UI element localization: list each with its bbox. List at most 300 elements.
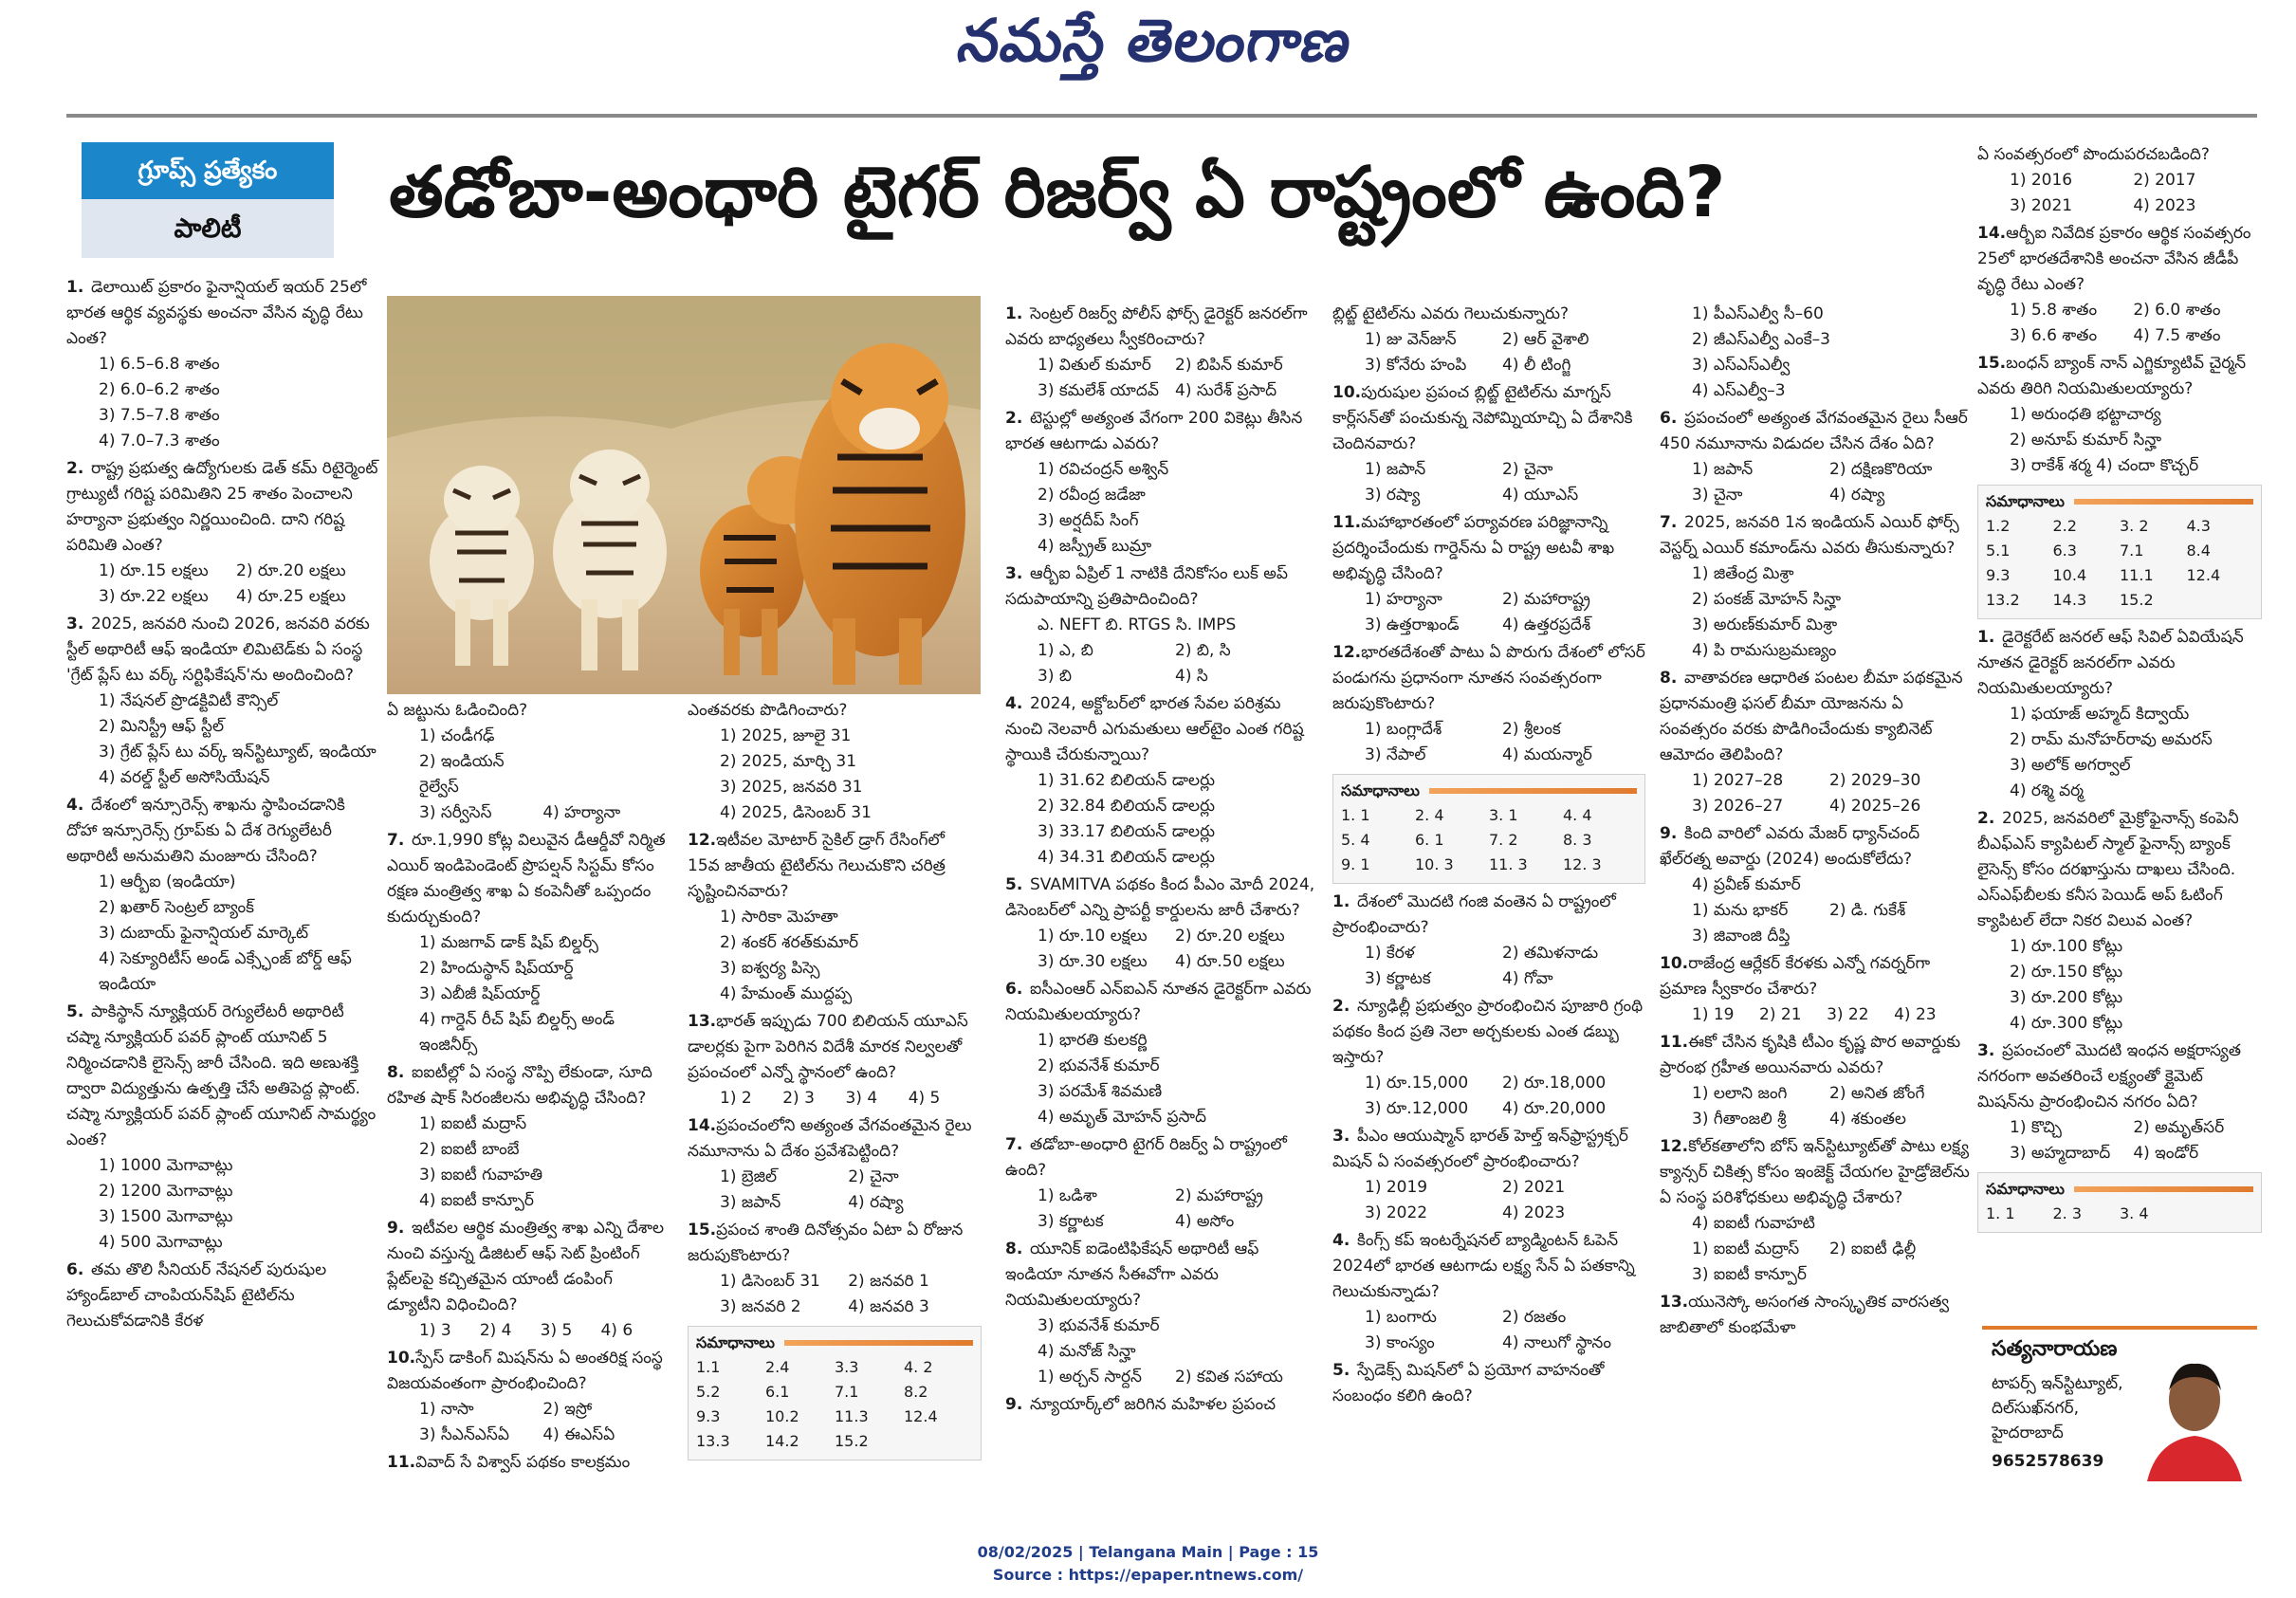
question xyxy=(66,612,379,791)
question xyxy=(688,1009,982,1111)
answers-grid xyxy=(1986,1202,2253,1226)
answer: 12.4 xyxy=(904,1407,938,1425)
option: 2) ఐఐటీ ఢిల్లీ xyxy=(1829,1240,1917,1258)
question-text xyxy=(66,456,379,559)
answer: 3. 4 xyxy=(2120,1204,2149,1222)
option: 3) కర్ణాటక xyxy=(1038,1212,1104,1231)
answer xyxy=(2187,588,2254,613)
question-stem: భారతదేశంతో పాటు ఏ పొరుగు దేశంలో లోసర్ పండుగను ప్రధానంగా నూతన సంవత్సరంగా జరుపుకొంటారు? xyxy=(1332,643,1645,713)
option: 1) 3 xyxy=(419,1321,451,1340)
answer: 10. 3 xyxy=(1415,855,1454,873)
footer-date-line: 08/02/2025 | Telangana Main | Page : 15 xyxy=(977,1543,1319,1561)
question-number: 3. xyxy=(66,615,84,634)
option: 3) జివాంజి దీప్తి xyxy=(1692,927,1791,946)
option: 1) కేరళ xyxy=(1365,944,1415,963)
question-number: 13. xyxy=(688,1012,717,1031)
option: 2) రూ.20 లక్షలు xyxy=(1175,927,1285,946)
option: 1) మజగావ్ డాక్ షిప్ బిల్డర్స్ xyxy=(419,933,598,952)
option: 3) సర్వీసెస్ xyxy=(419,803,492,822)
option: 1) 1000 మెగావాట్లు xyxy=(99,1156,233,1175)
question-text xyxy=(1660,406,1973,457)
question-stem: యూనిక్ ఐడెంటిఫికేషన్ అథారిటీ ఆఫ్ ఇండియా నూతన సీఈవోగా ఎవరు నియమితులయ్యారు? xyxy=(1005,1240,1259,1310)
question-number: 11. xyxy=(1332,513,1362,532)
options xyxy=(387,1397,671,1448)
answer: 14.3 xyxy=(2052,591,2087,609)
option: 4) శకుంతల xyxy=(1829,1110,1906,1129)
option: 1) 2016 xyxy=(2010,171,2073,190)
question-text xyxy=(66,612,379,689)
option: 2) రవీంద్ర జడేజా xyxy=(1038,486,1146,505)
answer: 3. 2 xyxy=(2120,517,2149,535)
option: 4) రూ.50 లక్షలు xyxy=(1175,952,1285,971)
question xyxy=(1332,1124,1645,1226)
options xyxy=(1332,457,1645,508)
option: 2) జనవరి 1 xyxy=(848,1272,929,1291)
question-text xyxy=(66,275,379,352)
options xyxy=(1977,168,2262,219)
option: 4) వరల్డ్ స్టీల్ అసోసియేషన్ xyxy=(99,768,270,787)
option: 2) ఖతార్ సెంట్రల్ బ్యాంక్ xyxy=(99,898,255,917)
question-stem: ఈకో చేసిన కృషికి టీఎం కృష్ణ పొర అవార్డుకు ప్రారంభ గ్రహీత అయినవారు ఎవరు? xyxy=(1660,1033,1961,1077)
question xyxy=(1660,951,1973,1028)
question-text xyxy=(1660,666,1973,768)
question-stem: ఎంతవరకు పొడిగించారు? xyxy=(688,701,848,720)
question-stem: భారత్ ఇప్పుడు 700 బిలియన్ యూఎస్ డాలర్లకు పైగా పెరిగిన విదేశీ మారక నిల్వలతో ప్రపంచంలో ఎన్నో స్థానంలో ఉంది? xyxy=(688,1012,968,1082)
answers-grid xyxy=(1986,514,2253,613)
options xyxy=(1977,934,2262,1037)
option: 4) మయన్మార్ xyxy=(1502,745,1592,764)
option: 4) 6 xyxy=(600,1321,634,1340)
question-number: 15. xyxy=(688,1221,717,1240)
question-number: 7. xyxy=(387,831,405,850)
option: 2) శ్రీలంక xyxy=(1502,720,1561,739)
option: 1) నాసా xyxy=(419,1400,474,1419)
options xyxy=(387,724,671,826)
question xyxy=(1332,380,1645,508)
questions-column-3 xyxy=(688,698,982,1466)
option: 3) 2022 xyxy=(1365,1203,1428,1222)
option: 3) దుబాయ్ ఫైనాన్షియల్ మార్కెట్ xyxy=(99,924,309,943)
question-number: 9. xyxy=(1660,824,1678,843)
answer: 7. 2 xyxy=(1489,831,1518,849)
answer: 2.4 xyxy=(765,1358,790,1376)
question xyxy=(688,1113,982,1216)
answer: 1.2 xyxy=(1986,517,2011,535)
option: 4) అసోం xyxy=(1175,1212,1235,1231)
option: 2) బిపిన్ కుమార్ xyxy=(1175,356,1283,375)
options xyxy=(66,870,379,998)
options xyxy=(1005,353,1318,404)
badge-top: గ్రూప్స్ ప్రత్యేకం xyxy=(82,142,334,199)
option: 2) అనిత జోంగే xyxy=(1829,1084,1925,1103)
answer: 4. 4 xyxy=(1563,806,1592,824)
answers-heading xyxy=(696,1331,973,1355)
question xyxy=(1332,510,1645,638)
question-number: 10. xyxy=(1332,383,1362,402)
options xyxy=(1332,1305,1645,1356)
option: 3) ఉత్తరాఖండ్ xyxy=(1365,615,1460,634)
question-number: 8. xyxy=(1660,669,1678,688)
option: 2) భువనేశ్ కుమార్ xyxy=(1038,1056,1160,1075)
question-number: 12. xyxy=(1332,643,1362,662)
question-text xyxy=(387,698,671,724)
question-stem: ప్రపంచంలోని అత్యంత వేగవంతమైన రైలు నమూనాను ఏ దేశం ప్రవేశపెట్టింది? xyxy=(688,1116,972,1161)
option: 2) ఆర్ వైశాలి xyxy=(1502,330,1589,349)
section-badge xyxy=(82,142,334,258)
answer: 1.1 xyxy=(696,1358,721,1376)
question xyxy=(1977,221,2262,349)
option: 3) 6.6 శాతం xyxy=(2010,326,2098,345)
options xyxy=(1332,941,1645,992)
options xyxy=(1332,327,1645,378)
author-city: హైదరాబాద్ xyxy=(1992,1424,2064,1442)
option: 3) 1500 మెగావాట్లు xyxy=(99,1207,233,1226)
option: 1) భారతి కులకర్ణి xyxy=(1038,1031,1148,1050)
question-stem: రాష్ట్ర ప్రభుత్వ ఉద్యోగులకు డెత్ కమ్ రిటైర్మెంట్ గ్రాట్యుటీ గరిష్ట పరిమితిని 25 శాతం పెంచాలని హర్యానా ప్రభుత్వం నిర్ణయించింది. దాని గరిష్ట పరిమితి ఎంత? xyxy=(66,459,378,555)
option: 2) రామ్ మనోహర్‌రావు అమరస్ xyxy=(2010,730,2213,749)
option: 3) ఐఐటీ కాన్పూర్ xyxy=(1692,1265,1807,1284)
answer: 1. 1 xyxy=(1341,806,1370,824)
option: 2) దక్షిణకొరియా xyxy=(1829,460,1933,479)
option: 2) మినిస్ట్రీ ఆఫ్ స్టీల్ xyxy=(99,717,225,736)
header-rule xyxy=(66,114,2257,118)
option: 2) 2029–30 xyxy=(1829,771,1921,790)
option: 1) ఐఐటీ మద్రాస్ xyxy=(419,1114,527,1133)
option: 4) లీ టింగ్జి xyxy=(1502,356,1571,375)
author-box xyxy=(1982,1326,2257,1483)
options xyxy=(1332,587,1645,638)
option: 4) 2023 xyxy=(2133,196,2196,215)
options xyxy=(688,905,982,1007)
question xyxy=(688,1218,982,1320)
option: 4) 5 xyxy=(908,1089,941,1108)
option: 1) బంగ్లాదేశ్ xyxy=(1365,720,1442,739)
question xyxy=(1005,1132,1318,1235)
option: 4) సి xyxy=(1175,667,1208,686)
question-text xyxy=(66,1258,379,1334)
question-stem: ఇటీవల మోటార్ సైకిల్ డ్రాగ్ రేసింగ్‌లో 15వ జాతీయ టైటిల్‌ను గెలుచుకొని చరిత్ర సృష్టించినవారు? xyxy=(688,831,946,901)
question-number: 1. xyxy=(1977,628,1995,647)
option: 2) రూ.20 లక్షలు xyxy=(236,561,346,580)
option: 3) ఎబీజీ షిప్‌యార్డ్ xyxy=(419,984,541,1003)
option: 3) రూ.22 లక్షలు xyxy=(99,587,209,606)
question xyxy=(1332,890,1645,992)
option: 4) మనోజ్ సిన్హా xyxy=(1038,1342,1136,1361)
author-photo xyxy=(2138,1341,2251,1481)
option: 4) జనవరి 3 xyxy=(848,1297,929,1316)
answer: 5.1 xyxy=(1986,542,2011,560)
option: 3) 2025, జనవరి 31 xyxy=(720,778,863,797)
question-text xyxy=(1660,510,1973,561)
option: 4) రూ.25 లక్షలు xyxy=(236,587,346,606)
option: 1) రూ.15,000 xyxy=(1365,1074,1469,1093)
question-text xyxy=(1005,977,1318,1028)
option: 2) 6.0 శాతం xyxy=(2133,301,2221,320)
question xyxy=(1660,821,1973,949)
answer xyxy=(2187,1202,2254,1226)
option: 4) హర్యానా xyxy=(542,803,621,822)
options xyxy=(1005,457,1318,560)
answers-title: సమాధానాలు xyxy=(1341,781,1420,799)
option: 1) మను భాకర్ xyxy=(1692,901,1789,920)
option: 1) డిసెంబర్ 31 xyxy=(720,1272,820,1291)
option: 4) యూఎస్ xyxy=(1502,486,1579,505)
question-stem: 2025, జనవరి 1న ఇండియన్ ఎయిర్ ఫోర్స్ వెస్టర్న్ ఎయిర్ కమాండ్‌ను ఎవరు తీసుకున్నారు? xyxy=(1660,513,1959,558)
options xyxy=(1332,717,1645,768)
answers-box xyxy=(688,1326,982,1460)
question-text xyxy=(1977,351,2262,402)
question-text xyxy=(66,1000,379,1153)
question-number: 6. xyxy=(66,1260,84,1279)
question-stem: పురుషుల ప్రపంచ బ్లిట్జ్ టైటిల్‌ను మాగ్నస్ కార్ల్‌సన్‌తో పంచుకున్న నెపోమ్నియాచ్చి ఏ దేశానికి చెందినవారు? xyxy=(1332,383,1633,453)
option: 3) ఐఐటీ గువాహతి xyxy=(419,1166,543,1185)
question-number: 7. xyxy=(1005,1135,1023,1154)
option: 2) పంకజ్ మోహన్ సిన్హా xyxy=(1692,590,1842,609)
option: 2) ఇస్రో xyxy=(542,1400,593,1419)
option: 3) నేపాల్ xyxy=(1365,745,1426,764)
option: 3) సీఎన్ఎస్ఏ xyxy=(419,1425,509,1444)
options xyxy=(1005,768,1318,871)
question-text xyxy=(1332,1228,1645,1305)
question xyxy=(66,1258,379,1334)
options xyxy=(688,1165,982,1216)
option: 1) 2019 xyxy=(1365,1178,1428,1197)
options xyxy=(66,689,379,791)
question-stem: తడోబా-అంధారి టైగర్ రిజర్వ్ ఏ రాష్ట్రంలో ఉంది? xyxy=(1005,1135,1287,1180)
option: 1) 6.5–6.8 శాతం xyxy=(99,355,220,374)
answers-box xyxy=(1977,1172,2262,1233)
answers-title: సమాధానాలు xyxy=(1986,1180,2065,1198)
question-number: 1. xyxy=(1332,892,1350,911)
option: ఎ. NEFT బి. RTGS సి. IMPS xyxy=(1038,615,1237,634)
option: 4) పి రామసుబ్రమణ్యం xyxy=(1692,641,1837,660)
question-number: 9. xyxy=(387,1219,405,1238)
answers-bar xyxy=(2074,1186,2253,1192)
question-number: 7. xyxy=(1660,513,1678,532)
question-number: 8. xyxy=(387,1063,405,1082)
question-number: 5. xyxy=(1332,1361,1350,1380)
option: 3) గ్రేట్ ప్లేస్ టు వర్క్ ఇన్‌స్టిట్యూట్, ఇండియా xyxy=(99,743,377,762)
options xyxy=(688,724,982,826)
question-stem: 2025, జనవరిలో మైక్రోఫైనాన్స్ కంపెనీ బీఎఫ్ఎస్ క్యాపిటల్ స్మాల్ ఫైనాన్స్ బ్యాంక్ లైసెన్స్ కోసం దరఖాస్తును దాఖలు చేసింది. ఎస్ఎఫ్‌బీలకు కనీస పెయిడ్ అప్ ఓటింగ్ క్యాపిటల్ లేదా నికర విలువ ఎంత? xyxy=(1977,809,2239,930)
options xyxy=(1660,872,1973,949)
option: 3) పరమేశ్ శివమణి xyxy=(1038,1082,1163,1101)
option: 1) జపాన్ xyxy=(1692,460,1754,479)
option: 4) జస్ప్రీత్ బుమ్రా xyxy=(1038,537,1152,556)
option: 1) జపాన్ xyxy=(1365,460,1426,479)
question-text xyxy=(1005,406,1318,457)
answers-heading xyxy=(1986,489,2253,514)
question xyxy=(1005,561,1318,689)
answer: 7.1 xyxy=(2120,542,2144,560)
question-stem: ఆర్బీఐ నివేదిక ప్రకారం ఆర్థిక సంవత్సరం 25లో భారతదేశానికి అంచనా వేసిన జీడీపీ వృద్ధి రేటు ఎంత? xyxy=(1977,224,2251,294)
author-name: సత్యనారాయణ xyxy=(1992,1337,2118,1361)
option: 3) 5 xyxy=(540,1321,573,1340)
option: 1) సారికా మెహతా xyxy=(720,908,838,927)
option: 2) 2017 xyxy=(2133,171,2196,190)
option: 3) 4 xyxy=(845,1089,878,1108)
question-stem: స్పేస్ డాకింగ్ మిషన్‌ను ఏ అంతరిక్ష సంస్థ విజయవంతంగా ప్రారంభించింది? xyxy=(387,1349,663,1393)
option: 2) జీఎస్ఎల్వీ ఎంకే–3 xyxy=(1692,330,1830,349)
question-text xyxy=(1977,142,2262,168)
answer: 8.4 xyxy=(2186,542,2211,560)
option: 1) 31.62 బిలియన్ డాలర్లు xyxy=(1038,771,1216,790)
question xyxy=(1005,302,1318,404)
answer: 5.2 xyxy=(696,1383,721,1401)
question-stem: బ్లిట్జ్ టైటిల్‌ను ఎవరు గెలుచుకున్నారు? xyxy=(1332,304,1569,323)
question-text xyxy=(688,1113,982,1165)
footer-source-line: Source : https://epaper.ntnews.com/ xyxy=(992,1566,1304,1584)
answer: 2. 3 xyxy=(2052,1204,2083,1222)
question xyxy=(1005,691,1318,871)
options xyxy=(1977,702,2262,804)
question-text xyxy=(1005,1237,1318,1313)
question-stem: వాతావరణ ఆధారిత పంటల బీమా పథకమైన ప్రధానమంత్రి ఫసల్ బీమా యోజనను ఏ సంవత్సరం వరకు పొడిగించేందుకు క్యాబినెట్ ఆమోదం తెలిపింది? xyxy=(1660,669,1963,764)
question-number: 4. xyxy=(66,796,84,815)
option: 1) అరుంధతి భట్టాచార్య xyxy=(2010,405,2161,424)
options xyxy=(1977,298,2262,349)
option: 1) పీఎస్ఎల్వీ సీ–60 xyxy=(1692,304,1824,323)
option: 2) మహారాష్ట్ర xyxy=(1175,1186,1263,1205)
option: 4) ఇండోర్ xyxy=(2133,1144,2199,1163)
option: 3) అరుణ్‌కుమార్ మిశ్రా xyxy=(1692,615,1838,634)
option: 4) రష్యా xyxy=(848,1193,904,1212)
question-text xyxy=(1005,1392,1318,1418)
answer: 13.3 xyxy=(696,1432,730,1450)
option: 3) కోనేరు హంపి xyxy=(1365,356,1467,375)
question-text xyxy=(688,1218,982,1269)
question-text xyxy=(1332,380,1645,457)
answer: 12.4 xyxy=(2186,566,2221,584)
answer: 3. 1 xyxy=(1489,806,1518,824)
option: 4) ఉత్తరప్రదేశ్ xyxy=(1502,615,1591,634)
question xyxy=(688,828,982,1007)
option: 3) అలోక్ అగర్వాల్ xyxy=(2010,756,2131,775)
answers-title: సమాధానాలు xyxy=(696,1333,775,1351)
question-stem: ప్రపంచంలో మొదటి ఇంధన అక్షరాస్యత నగరంగా అవతరించే లక్ష్యంతో క్లైమెట్ మిషన్‌ను ప్రారంభించిన నగరం ఏది? xyxy=(1977,1041,2241,1111)
question-text xyxy=(688,828,982,905)
question-text xyxy=(1332,302,1645,327)
option: 2) ఐఐటీ బాంబే xyxy=(419,1140,520,1159)
option: 1) ఐఐటీ మద్రాస్ xyxy=(1692,1240,1800,1258)
option: 3) జపాన్ xyxy=(720,1193,781,1212)
questions-column-4 xyxy=(1005,302,1318,1420)
option: 1) రూ.10 లక్షలు xyxy=(1038,927,1148,946)
question-text xyxy=(1977,625,2262,702)
question-number: 3. xyxy=(1005,564,1023,583)
question-number: 1. xyxy=(66,278,84,297)
question-number: 13. xyxy=(1660,1293,1689,1312)
author-locality: దిల్‌సుఖ్‌నగర్, xyxy=(1992,1399,2080,1418)
question-number: 2. xyxy=(1332,997,1350,1016)
question-stem: తమ తొలి సీనియర్ నేషనల్ పురుషుల హ్యాండ్‌బాల్ చాంపియన్‌షిప్ టైటిల్‌ను గెలుచుకోవడానికి కేరళ xyxy=(66,1260,327,1331)
question-text xyxy=(1660,1134,1973,1211)
questions-column-7 xyxy=(1977,142,2262,1239)
question-number: 2. xyxy=(1977,809,1995,828)
option: 1) 2 xyxy=(720,1089,752,1108)
options xyxy=(66,352,379,454)
option: 4) నాలుగో స్థానం xyxy=(1502,1333,1611,1352)
question-number: 2. xyxy=(1005,409,1023,428)
option: 2) 2021 xyxy=(1502,1178,1566,1197)
option: 4) ఐఐటీ కాన్పూర్ xyxy=(419,1191,534,1210)
option: 4) రూ.20,000 xyxy=(1502,1099,1607,1118)
option: 2) 3 xyxy=(782,1089,815,1108)
answer: 11.3 xyxy=(835,1407,869,1425)
question xyxy=(1005,1392,1318,1418)
answer: 8. 3 xyxy=(1563,831,1592,849)
question-stem: ప్రపంచంలో అత్యంత వేగవంతమైన రైలు సీఆర్ 450 నమూనాను విడుదల చేసిన దేశం ఏది? xyxy=(1660,409,1968,453)
question xyxy=(1005,977,1318,1130)
question-number: 1. xyxy=(1005,304,1023,323)
question-number: 3. xyxy=(1977,1041,1995,1060)
question xyxy=(1005,1237,1318,1390)
answers-heading xyxy=(1986,1177,2253,1202)
question xyxy=(387,828,671,1058)
options xyxy=(688,1086,982,1111)
question-number: 4. xyxy=(1332,1231,1350,1250)
question xyxy=(387,698,671,826)
option: 4) అమృత్ మోహన్ ప్రసాద్ xyxy=(1038,1108,1207,1127)
author-phone: 9652578639 xyxy=(1992,1452,2104,1471)
answer: 3.3 xyxy=(835,1358,859,1376)
question xyxy=(1977,351,2262,479)
option: 3) అహ్మదాబాద్ xyxy=(2010,1144,2111,1163)
questions-column-5 xyxy=(1332,302,1645,1411)
option: 2) చైనా xyxy=(1502,460,1553,479)
option: 3) రాకేశ్ శర్మ 4) చందా కొచ్చర్ xyxy=(2010,456,2199,475)
question-stem: న్యూఢిల్లీ ప్రభుత్వం ప్రారంభించిన పూజారి గ్రంథి పథకం కింద ప్రతి నెలా అర్చకులకు ఎంత డబ్బు ఇస్తారు? xyxy=(1332,997,1644,1067)
option: 1) జు వెన్‌జున్ xyxy=(1365,330,1457,349)
question-text xyxy=(387,1216,671,1318)
answer: 1. 1 xyxy=(1986,1204,2015,1222)
answers-title: సమాధానాలు xyxy=(1986,492,2065,510)
question xyxy=(1660,406,1973,508)
question-stem: రాజేంద్ర ఆర్లేకర్ కేరళకు ఎన్నో గవర్నర్‌గా ప్రమాణ స్వీకారం చేశారు? xyxy=(1660,954,1931,999)
option: 3) 2021 xyxy=(2010,196,2073,215)
question-number: 4. xyxy=(1005,694,1023,713)
masthead xyxy=(0,0,2296,104)
question-text xyxy=(1660,1290,1973,1341)
author-institute: టాపర్స్ ఇన్‌స్టిట్యూట్, xyxy=(1992,1374,2123,1393)
option: 1) 5.8 శాతం xyxy=(2010,301,2098,320)
question-number: 14. xyxy=(688,1116,717,1135)
question-text xyxy=(1660,821,1973,872)
option: 1) చండీగఢ్ xyxy=(419,726,495,745)
question-number: 3. xyxy=(1332,1127,1350,1146)
answer: 2.2 xyxy=(2052,517,2077,535)
option: 3) అర్షదీప్ సింగ్ xyxy=(1038,511,1139,530)
option: 2) అమృత్‌సర్ xyxy=(2133,1118,2225,1137)
question-number: 9. xyxy=(1005,1395,1023,1414)
options xyxy=(1660,768,1973,819)
question-stem: వివాద్ సే విశ్వాస్ పథకం కాలక్రమం xyxy=(415,1453,631,1472)
answers-grid xyxy=(696,1355,973,1454)
question xyxy=(1660,1134,1973,1288)
options xyxy=(1660,561,1973,664)
option: 3) గీతాంజలి శ్రీ xyxy=(1692,1110,1787,1129)
answer: 14.2 xyxy=(765,1432,799,1450)
question-stem: SVAMITVA పథకం కింద పీఎం మోదీ 2024, డిసెంబర్‌లో ఎన్ని ప్రాపర్టీ కార్డులను జారీ చేశారు? xyxy=(1005,875,1315,920)
option: 3) జనవరి 2 xyxy=(720,1297,801,1316)
question-stem: 2024, అక్టోబర్‌లో భారత సేవల పరిశ్రమ నుంచి నెలవారీ ఎగుమతులు ఆల్‌టైం ఎంత గరిష్ట స్థాయికి చేరుకున్నాయి? xyxy=(1005,694,1304,764)
question-text xyxy=(1005,302,1318,353)
answer: 11. 3 xyxy=(1489,855,1528,873)
option: 4) గార్డెన్ రీచ్ షిప్ బిల్డర్స్ అండ్ ఇంజినీర్స్ xyxy=(419,1010,615,1055)
question-text xyxy=(1332,1124,1645,1175)
option: 1) కొచ్చి xyxy=(2010,1118,2062,1137)
options xyxy=(1005,924,1318,975)
